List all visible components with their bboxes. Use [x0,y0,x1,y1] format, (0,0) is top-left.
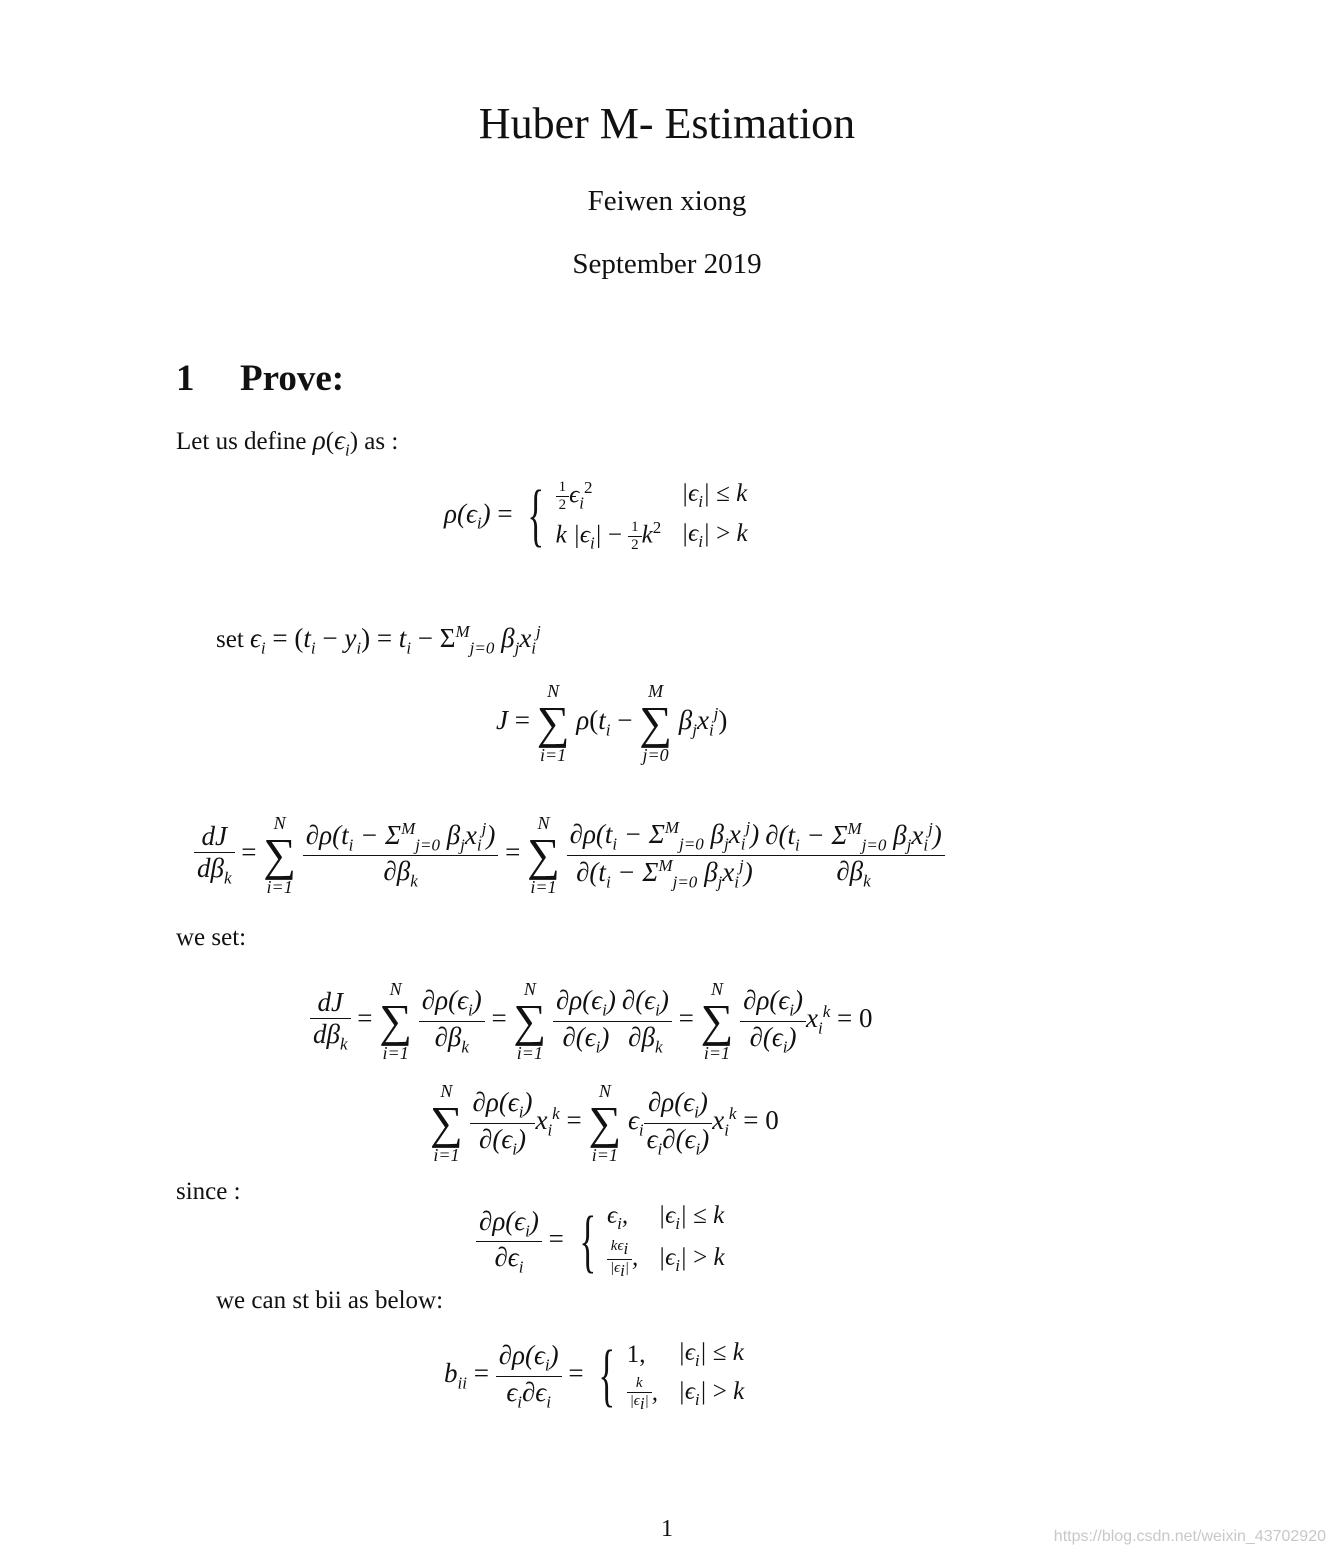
section-title: Prove: [240,358,345,399]
author: Feiwen xiong [587,185,747,217]
equation-set-epsilon: set $\epsilon_i = (t_i - y_i) = t_i - \Sigma^M_{j=0}$ $\beta_jx_i^j$ [216,622,541,658]
paragraph-since: since : [176,1178,241,1205]
paragraph-bii: we can st bii as below: [216,1287,444,1314]
equation-bii: $b_{ii}$ = $\frac{\partial\rho(\epsilon_i)}{\epsilon_i\partial\epsilon_i}$ = { 1, $|\epsilon_i| \le k$ $\frac{k}{|\epsilon_i|}$ , $|\epsilon_i| > k$ [444,1337,745,1414]
section-number: 1 [176,358,195,399]
equation-j: J = N ∑ i=1 $\rho(t_i$ − M ∑ j=0 $\beta_jx_i^j$) [496,681,728,765]
watermark: https://blog.csdn.net/weixin_43702920 [1053,1528,1326,1545]
date: September 2019 [572,248,762,280]
document-title: Huber M- Estimation [478,99,856,148]
equation-rho-definition: $\rho(\epsilon_i)$ = { $\frac{1}{2}$ $\epsilon_i^2$ $|\epsilon_i| \le k$ k $|\epsilon_i|$ − $\frac{1}{2}$ $k^2$ $|\epsilon_i| > k$ [444,477,748,555]
equation-weighted-form: N ∑ i=1 $\frac{\partial\rho(\epsilon_i)}{\partial(\epsilon_i)}$ $x_i^k$ = N ∑ i=1 $\epsilon_i$ $\frac{\partial\rho(\epsilon_i)}{\epsilon_i\partial(\epsilon_i)}$ $x_i^k = 0$ [430,1081,779,1165]
paragraph-we-set: we set: [176,924,247,951]
equation-psi: $\frac{\partial\rho(\epsilon_i)}{\partial\epsilon_i}$ = { $\epsilon_i$, $|\epsilon_i| \le k$ $\frac{k\epsilon_i}{|\epsilon_i|}$ , $|\epsilon_i| > k$ [476,1200,739,1283]
equation-derivative-chain: $\frac{dJ}{d\beta_k}$ = N ∑ i=1 $\frac{\partial\rho(t_i - \Sigma^M_{j=0} \beta_jx_i^j)}{\partial\beta_k}$ = N ∑ i=1 $\frac{\partial\rho(t_i - \Sigma^M_{j=0} \beta_jx_i^j)}{\partial(t_i - \Sigma^M_{j=0} \beta_jx_i^j)}$ $\frac{\partial(t_i - \Sigma^M_{j=0} \beta_jx_i^j)}{\partial\beta_k}$ [194,814,945,896]
section-heading [176,357,344,400]
paragraph-define: Let us define $\rho(\epsilon_i)$ as : [176,425,399,460]
page-number: 1 [661,1516,673,1542]
equation-set-zero: $\frac{dJ}{d\beta_k}$ = N ∑ i=1 $\frac{\partial\rho(\epsilon_i)}{\partial\beta_k}$ = N ∑ i=1 $\frac{\partial\rho(\epsilon_i)}{\partial(\epsilon_i)}$ $\frac{\partial(\epsilon_i)}{\partial\beta_k}$ = N ∑ i=1 $\frac{\partial\rho(\epsilon_i)}{\partial(\epsilon_i)}$ $x_i^k = 0$ [310,980,873,1062]
